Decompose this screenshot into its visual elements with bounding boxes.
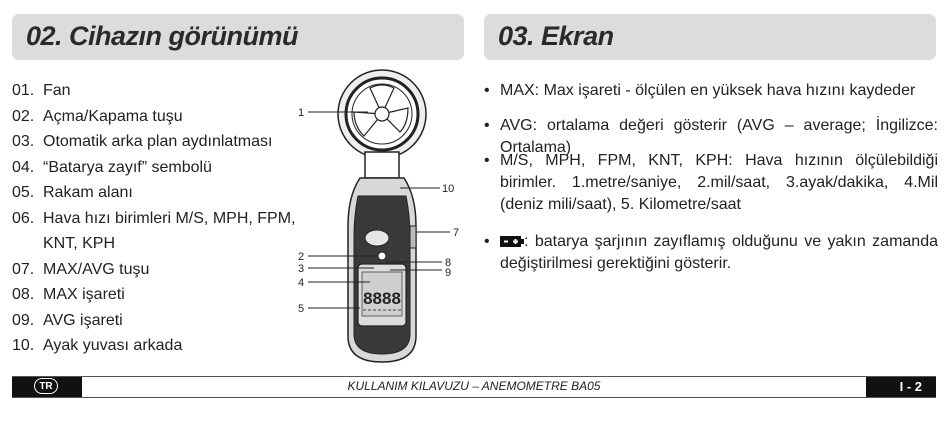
callout-9: 9 (445, 267, 452, 279)
parts-list-item (12, 78, 312, 104)
parts-list-number: 10. (12, 337, 35, 354)
parts-list-item (12, 104, 312, 130)
parts-list-number: 07. (12, 260, 35, 278)
footer-right-block (866, 377, 936, 397)
low-battery-icon (500, 235, 524, 248)
parts-list-label: “Batarya zayıf” sembolü (43, 158, 212, 176)
parts-list-item (12, 155, 312, 181)
lcd-digits: 8888 (363, 289, 401, 308)
parts-list-number: 05. (12, 184, 35, 201)
parts-list-label: Otomatik arka plan aydınlatması (43, 133, 273, 150)
parts-list-label: MAX işareti (43, 286, 125, 303)
display-bullets-3 (484, 150, 938, 216)
parts-list-label: AVG işareti (43, 311, 123, 329)
footer-left-block (12, 377, 82, 397)
anemometer-illustration (290, 66, 470, 366)
parts-list-label: Hava hızı birimleri M/S, MPH, FPM, (43, 209, 296, 227)
parts-list-item (12, 308, 312, 334)
page-footer (12, 376, 936, 398)
parts-list-label: KNT, KPH (43, 235, 116, 252)
display-bullets (484, 80, 938, 102)
parts-list-number: 04. (12, 158, 35, 176)
parts-list-label: Rakam alanı (43, 184, 133, 201)
bullet-battery-text: : batarya şarjının zayıflamış olduğunu ve yakın zamanda değiştirilmesi gerektiğini gösterir. (500, 233, 938, 272)
parts-list-number: 03. (12, 133, 35, 150)
callout-10: 10 (442, 183, 455, 195)
parts-list-item (12, 231, 312, 257)
parts-list-item (12, 180, 312, 206)
parts-list-number: 01. (12, 82, 35, 99)
callout-5: 5 (298, 303, 305, 315)
page-number: I - 2 (899, 379, 922, 394)
section-header-device-view (12, 14, 464, 60)
parts-list-label: MAX/AVG tuşu (43, 260, 150, 278)
parts-list-label: Ayak yuvası arkada (43, 337, 183, 354)
parts-list-label: Açma/Kapama tuşu (43, 107, 183, 125)
callout-8: 8 (445, 257, 452, 269)
section-title: 02. Cihazın görünümü (26, 21, 299, 51)
display-bullets-4 (484, 231, 938, 275)
footer-title: KULLANIM KILAVUZU – ANEMOMETRE BA05 (347, 379, 601, 393)
bullet-avg: • AVG: ortalama değeri gösterir (AVG – average; İngilizce: Ortalama) (484, 115, 938, 159)
parts-list-item (12, 257, 312, 283)
callout-4: 4 (298, 277, 305, 289)
bullet-max: • MAX: Max işareti - ölçülen en yüksek hava hızını kaydeder (484, 80, 938, 102)
parts-list-item (12, 333, 312, 359)
power-button (365, 230, 389, 246)
bullet-units: • M/S, MPH, FPM, KNT, KPH: Hava hızının ölçülebildiği birimler. 1.metre/saniye, 2.mil/saat, 3.ayak/dakika, 4.Mil (deniz mili/saat), 5. Kilometre/saat (484, 150, 938, 216)
parts-list-item (12, 282, 312, 308)
parts-list-number: 06. (12, 209, 35, 227)
section-title: 03. Ekran (498, 21, 614, 51)
callout-3: 3 (298, 263, 305, 275)
parts-list-number: 08. (12, 286, 35, 303)
bullet-battery (484, 231, 938, 275)
parts-list-item (12, 129, 312, 155)
parts-list-item (12, 206, 312, 232)
parts-list (12, 78, 312, 359)
language-badge: TR (34, 378, 58, 394)
callout-2: 2 (298, 251, 305, 263)
parts-list-number: 09. (12, 311, 35, 329)
callout-1: 1 (298, 107, 305, 119)
parts-list-label: Fan (43, 82, 71, 99)
section-header-display (484, 14, 936, 60)
max-avg-button (410, 226, 416, 248)
callout-7: 7 (453, 227, 460, 239)
parts-list-number: 02. (12, 107, 35, 125)
